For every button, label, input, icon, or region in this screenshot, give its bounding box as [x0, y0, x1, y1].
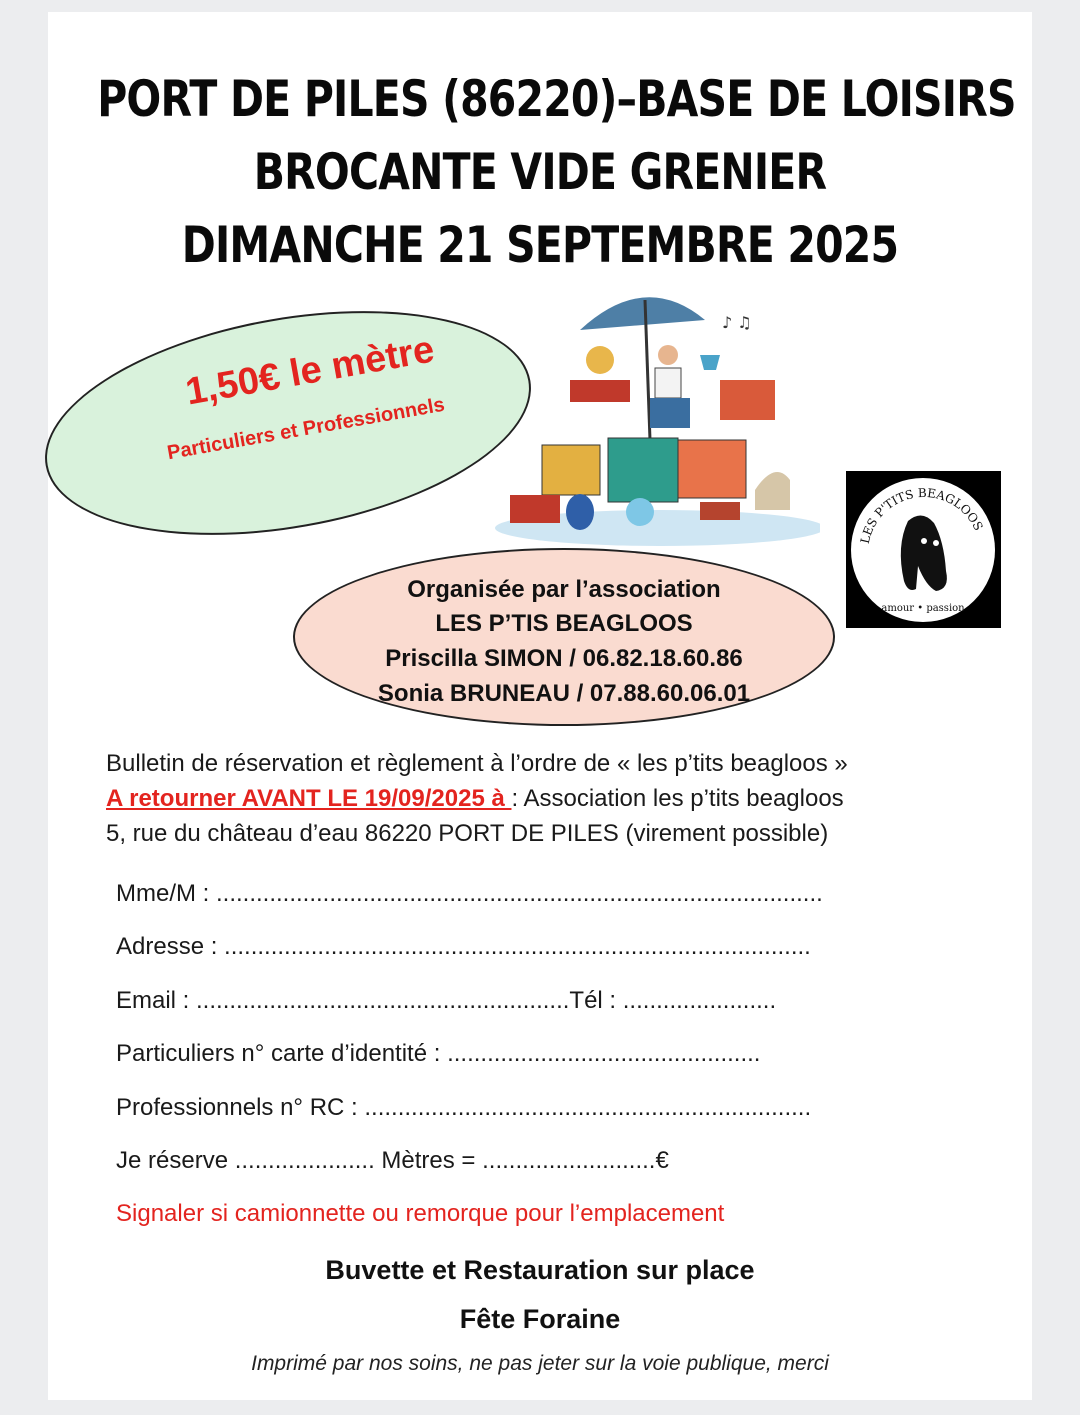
field-rc: Professionnels n° RC : ...................................................................	[116, 1094, 812, 1121]
vehicle-notice: Signaler si camionnette ou remorque pour l’emplacement	[116, 1200, 725, 1227]
title-event: BROCANTE VIDE GRENIER	[253, 143, 827, 201]
title-location: PORT DE PILES (86220)–BASE DE LOISIRS	[97, 70, 1016, 128]
return-address-label: : Association les p’tits beagloos	[511, 785, 844, 812]
svg-text:♪ ♫: ♪ ♫	[722, 313, 752, 332]
field-email-phone: Email : ........................................................Tél : .......................	[116, 987, 777, 1014]
title-date: DIMANCHE 21 SEPTEMBRE 2025	[181, 216, 899, 274]
field-reservation: Je réserve ..................... Mètres = ..........................€	[116, 1147, 669, 1174]
booking-return	[106, 785, 844, 813]
flea-market-illustration	[490, 280, 820, 550]
organizer-intro: Organisée par l’association	[407, 576, 721, 603]
contact-priscilla: Priscilla SIMON / 06.82.18.60.86	[385, 645, 743, 672]
svg-text:LES P'TITS BEAGLOOS: LES P'TITS BEAGLOOS	[857, 485, 986, 545]
deadline-text: A retourner AVANT LE 19/09/2025 à	[106, 785, 512, 812]
svg-text:amour • passion: amour • passion	[881, 603, 965, 614]
field-address: Adresse : ........................................................................................	[116, 933, 811, 960]
price-audience: Particuliers et Professionnels	[165, 393, 447, 465]
amenities-food: Buvette et Restauration sur place	[325, 1255, 755, 1285]
footer-note: Imprimé par nos soins, ne pas jeter sur la voie publique, merci	[251, 1352, 829, 1375]
booking-address: 5, rue du château d’eau 86220 PORT DE PILES (virement possible)	[106, 820, 829, 847]
organizer-name: LES P’TIS BEAGLOOS	[435, 610, 693, 637]
field-id-card: Particuliers n° carte d’identité : ...............................................	[116, 1040, 761, 1067]
booking-payee: Bulletin de réservation et règlement à l’ordre de « les p’tits beagloos »	[106, 750, 848, 777]
amenities-fair: Fête Foraine	[459, 1304, 621, 1334]
price-text: 1,50€ le mètre	[182, 328, 438, 414]
umbrella-icon	[580, 297, 705, 330]
field-name: Mme/M : ...........................................................................................	[116, 880, 823, 907]
contact-sonia: Sonia BRUNEAU / 07.88.60.06.01	[377, 680, 751, 707]
association-logo	[846, 471, 1001, 628]
